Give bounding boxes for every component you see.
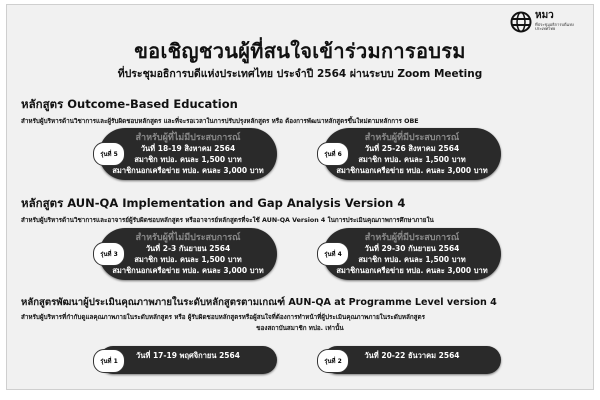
page-title: ขอเชิญชวนผู้ที่สนใจเข้าร่วมการอบรม — [134, 39, 466, 63]
nonmember-price: สมาชิกนอกเครือข่าย ทปอ. คนละ 3,000 บาท — [336, 266, 488, 275]
session-date: วันที่ 2-3 กันยายน 2564 — [145, 244, 231, 253]
course-section-obe — [21, 96, 579, 126]
globe-icon — [510, 11, 532, 33]
session-card — [99, 346, 277, 374]
section-description: สำหรับผู้บริหารที่กำกับดูแลคุณภาพภายในระดับหลักสูตร หรือ ผู้รับผิดชอบหลักสูตรหรือผู้สนใจที่ต้องการทำหน้าที่ผู้ประเมินคุณภาพภายในระดับหลักสูตร — [21, 314, 425, 321]
session-card — [323, 228, 501, 280]
poster — [6, 4, 594, 390]
section-description-note: ของสถาบันสมาชิก ทปอ. เท่านั้น — [256, 325, 344, 332]
session-audience: สำหรับผู้ที่ไม่มีประสบการณ์ — [135, 233, 241, 243]
session-date: วันที่ 25-26 สิงหาคม 2564 — [364, 144, 460, 153]
session-card — [99, 128, 277, 180]
round-badge: รุ่นที่ 4 — [317, 242, 349, 266]
section-title: หลักสูตร AUN-QA Implementation and Gap Analysis Version 4 — [21, 196, 406, 210]
session-date: วันที่ 18-19 สิงหาคม 2564 — [140, 144, 236, 153]
session-date: วันที่ 20-22 ธันวาคม 2564 — [364, 351, 460, 360]
member-price: สมาชิก ทปอ. คนละ 1,500 บาท — [358, 255, 466, 264]
nonmember-price: สมาชิกนอกเครือข่าย ทปอ. คนละ 3,000 บาท — [336, 166, 488, 175]
session-audience: สำหรับผู้ที่มีประสบการณ์ — [364, 133, 460, 143]
logo-subtitle: ที่ประชุมอธิการบดีแห่งประเทศไทย — [535, 22, 574, 31]
organization-logo — [510, 11, 581, 33]
nonmember-price: สมาชิกนอกเครือข่าย ทปอ. คนละ 3,000 บาท — [112, 166, 264, 175]
section-description: สำหรับผู้บริหารด้านวิชาการและผู้รับผิดชอบหลักสูตร และที่จะรอเวลาในการปรับปรุงหลักสูตร หรือ ต้องการพัฒนาหลักสูตรขึ้นใหม่ตามหลักการ OBE — [21, 118, 419, 125]
round-badge: รุ่นที่ 1 — [93, 349, 125, 373]
session-card — [99, 228, 277, 280]
section-title: หลักสูตร Outcome-Based Education — [21, 97, 238, 111]
session-card — [323, 128, 501, 180]
session-audience: สำหรับผู้ที่ไม่มีประสบการณ์ — [135, 133, 241, 143]
course-section-assessor — [21, 295, 579, 333]
member-price: สมาชิก ทปอ. คนละ 1,500 บาท — [134, 155, 242, 164]
round-badge: รุ่นที่ 5 — [93, 142, 125, 166]
session-card — [323, 346, 501, 374]
session-date: วันที่ 17-19 พฤศจิกายน 2564 — [136, 351, 240, 360]
round-badge: รุ่นที่ 2 — [317, 349, 349, 373]
round-badge: รุ่นที่ 6 — [317, 142, 349, 166]
nonmember-price: สมาชิกนอกเครือข่าย ทปอ. คนละ 3,000 บาท — [112, 266, 264, 275]
session-audience: สำหรับผู้ที่มีประสบการณ์ — [364, 233, 460, 243]
member-price: สมาชิก ทปอ. คนละ 1,500 บาท — [358, 155, 466, 164]
page-subtitle: ที่ประชุมอธิการบดีแห่งประเทศไทย ประจำปี 2564 ผ่านระบบ Zoom Meeting — [117, 68, 483, 80]
round-badge: รุ่นที่ 3 — [93, 242, 125, 266]
section-title: หลักสูตรพัฒนาผู้ประเมินคุณภาพภายในระดับหลักสูตรตามเกณฑ์ AUN-QA at Programme Level version 4 — [21, 297, 497, 308]
course-section-aunqa — [21, 195, 579, 225]
member-price: สมาชิก ทปอ. คนละ 1,500 บาท — [134, 255, 242, 264]
session-date: วันที่ 29-30 กันยายน 2564 — [364, 244, 460, 253]
section-description: สำหรับผู้บริหารด้านวิชาการและอาจารย์ผู้รับผิดชอบหลักสูตร หรืออาจารย์หลักสูตรที่จะใช้ AUN-QA Version 4 ในการประเมินคุณภาพการศึกษาภายใน — [21, 217, 434, 224]
logo-name: หมว — [535, 10, 554, 21]
